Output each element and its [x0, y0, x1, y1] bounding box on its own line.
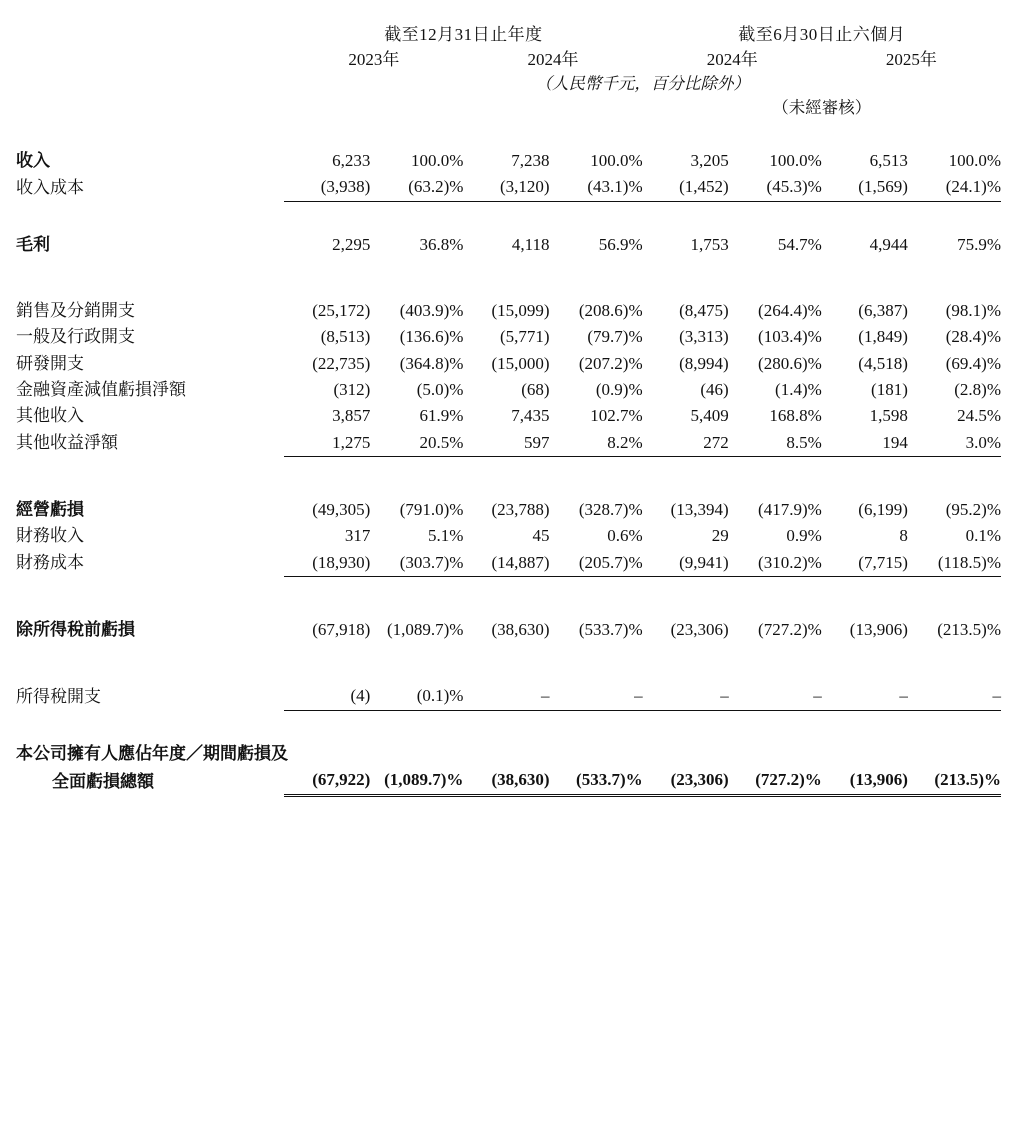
cell-value: (63.2)% — [370, 174, 463, 201]
spacer-row — [16, 577, 1001, 608]
row-label-line2: 全面虧損總額 — [52, 771, 154, 791]
cell-value: 7,238 — [511, 151, 550, 170]
cell-value: 4,944 — [869, 234, 908, 254]
cell-value: 20.5% — [370, 430, 463, 457]
cell-value: (22,735) — [312, 353, 371, 373]
cell-value: 597 — [463, 430, 549, 457]
table-row-finance-costs — [16, 550, 1001, 577]
cell-value: (4) — [284, 683, 370, 710]
header-spacer-4 — [16, 94, 284, 118]
cell-value: (205.7)% — [550, 550, 643, 577]
row-label: 銷售及分銷開支 — [16, 301, 135, 321]
cell-value: 0.1% — [965, 526, 1001, 546]
table-row-total-loss — [16, 767, 1001, 795]
cell-value: (8,994) — [679, 353, 729, 373]
cell-value: – — [643, 683, 729, 710]
header-group-row — [16, 20, 1001, 45]
cell-value: (46) — [700, 380, 729, 400]
cell-value: 317 — [344, 526, 371, 546]
row-label: 財務成本 — [16, 553, 84, 573]
cell-value: (45.3)% — [729, 174, 822, 201]
cell-value: 102.7% — [590, 406, 643, 426]
cell-value: (1,569) — [822, 174, 908, 201]
cell-value: (43.1)% — [550, 174, 643, 201]
table-row-income-tax — [16, 683, 1001, 710]
cell-value: 3.0% — [908, 430, 1001, 457]
header-year-2023: 2023年 — [348, 50, 400, 69]
cell-value: (208.6)% — [578, 301, 643, 321]
cell-value: 45 — [532, 526, 550, 546]
table-row-operating-loss — [16, 497, 1001, 523]
table-row-loss-before-tax — [16, 617, 1001, 643]
row-label: 其他收益淨額 — [16, 433, 118, 453]
cell-value: 3,205 — [690, 151, 729, 170]
table-row-total-loss-line1 — [16, 741, 1001, 767]
cell-value: – — [908, 683, 1001, 710]
table-row-finance-income — [16, 523, 1001, 549]
header-unit-note: （人民幣千元，百分比除外） — [535, 74, 750, 93]
cell-value: (69.4)% — [945, 353, 1001, 373]
cell-value: (38,630) — [491, 620, 550, 640]
cell-value: 5.1% — [428, 526, 464, 546]
cell-value: (8,475) — [679, 301, 729, 321]
row-label: 毛利 — [16, 234, 50, 254]
cell-value: 1,275 — [284, 430, 370, 457]
cell-value: (24.1)% — [908, 174, 1001, 201]
cell-value: (417.9)% — [758, 500, 822, 520]
row-label: 一般及行政開支 — [16, 327, 135, 347]
cell-value: (1.4)% — [775, 380, 822, 400]
cell-value: 61.9% — [419, 406, 464, 426]
row-label: 研發開支 — [16, 353, 84, 373]
header-group-interim: 截至6月30日止六個月 — [738, 25, 906, 44]
cell-value: (136.6)% — [399, 327, 464, 347]
spacer-row — [16, 487, 1001, 497]
cell-value: (13,394) — [670, 500, 729, 520]
cell-value: (23,306) — [643, 767, 729, 795]
table-row-revenue — [16, 148, 1001, 174]
cell-value: (791.0)% — [399, 500, 464, 520]
row-label-line1: 本公司擁有人應佔年度／期間虧損及 — [16, 743, 288, 763]
cell-value: 36.8% — [419, 234, 464, 254]
cell-value: 29 — [711, 526, 729, 546]
cell-value: 54.7% — [777, 234, 822, 254]
cell-value: (23,788) — [491, 500, 550, 520]
cell-value: 100.0% — [411, 151, 464, 170]
cell-value: (6,387) — [858, 301, 908, 321]
row-label: 收入成本 — [16, 177, 84, 197]
spacer-row — [16, 201, 1001, 232]
cell-value: (0.1)% — [370, 683, 463, 710]
cell-value: (118.5)% — [908, 550, 1001, 577]
cell-value: (6,199) — [858, 500, 908, 520]
cell-value: (9,941) — [643, 550, 729, 577]
cell-value: (1,452) — [643, 174, 729, 201]
row-label: 其他收入 — [16, 406, 84, 426]
financial-summary-table — [16, 20, 1001, 797]
spacer-row — [16, 643, 1001, 673]
header-group-annual: 截至12月31日止年度 — [384, 25, 543, 44]
cell-value: (15,099) — [491, 301, 550, 321]
cell-value: 272 — [643, 430, 729, 457]
cell-value: (727.2)% — [758, 620, 822, 640]
spacer-row — [16, 258, 1001, 288]
cell-value: 2,295 — [332, 234, 371, 254]
row-label: 所得稅開支 — [16, 686, 101, 706]
cell-value: 8.5% — [729, 430, 822, 457]
cell-value: (3,313) — [679, 327, 729, 347]
table-row-selling-expenses — [16, 298, 1001, 324]
cell-value: (533.7)% — [550, 767, 643, 795]
cell-value: (403.9)% — [399, 301, 464, 321]
table-row-admin-expenses — [16, 324, 1001, 350]
header-spacer — [16, 20, 284, 45]
cell-value: (79.7)% — [587, 327, 643, 347]
cell-value: (303.7)% — [370, 550, 463, 577]
row-blank — [284, 741, 1001, 767]
cell-value: (1,849) — [858, 327, 908, 347]
header-spacer-3 — [16, 70, 284, 94]
cell-value: (3,938) — [284, 174, 370, 201]
cell-value: (25,172) — [312, 301, 371, 321]
cell-value: (23,306) — [670, 620, 729, 640]
header-unaudited-note: （未經審核） — [772, 98, 872, 117]
table-row-other-gains — [16, 430, 1001, 457]
cell-value: 1,598 — [869, 406, 908, 426]
cell-value: (5.0)% — [416, 380, 464, 400]
cell-value: 8.2% — [550, 430, 643, 457]
cell-value: 0.9% — [786, 526, 822, 546]
header-blank — [284, 94, 642, 118]
cell-value: (727.2)% — [729, 767, 822, 795]
header-year-2025-interim: 2025年 — [885, 50, 937, 69]
cell-value: 6,513 — [869, 151, 908, 170]
cell-value: 0.6% — [607, 526, 643, 546]
cell-value: (49,305) — [312, 500, 371, 520]
header-unaudited-row — [16, 94, 1001, 118]
cell-value: (67,922) — [284, 767, 370, 795]
header-year-row — [16, 45, 1001, 70]
cell-value: (2.8)% — [954, 380, 1001, 400]
document-page — [0, 20, 1017, 1126]
cell-value: (103.4)% — [758, 327, 822, 347]
spacer-row — [16, 288, 1001, 298]
cell-value: (18,930) — [284, 550, 370, 577]
cell-value: (7,715) — [822, 550, 908, 577]
cell-value: (8,513) — [320, 327, 371, 347]
cell-value: – — [550, 683, 643, 710]
cell-value: 100.0% — [769, 151, 822, 170]
cell-value: (95.2)% — [945, 500, 1001, 520]
cell-value: (4,518) — [858, 353, 908, 373]
spacer-row — [16, 457, 1001, 488]
header-year-2024-interim: 2024年 — [706, 50, 758, 69]
cell-value: 56.9% — [598, 234, 643, 254]
cell-value: (310.2)% — [729, 550, 822, 577]
cell-value: (5,771) — [499, 327, 550, 347]
cell-value: – — [463, 683, 549, 710]
table-row-cost-of-revenue — [16, 174, 1001, 201]
cell-value: (312) — [333, 380, 371, 400]
cell-value: (280.6)% — [758, 353, 822, 373]
cell-value: (1,089.7)% — [386, 620, 464, 640]
spacer-row — [16, 607, 1001, 617]
cell-value: 3,857 — [332, 406, 371, 426]
cell-value: (213.5)% — [908, 767, 1001, 795]
cell-value: (533.7)% — [578, 620, 643, 640]
table-row-rnd-expenses — [16, 351, 1001, 377]
header-unit-row — [16, 70, 1001, 94]
cell-value: (67,918) — [312, 620, 371, 640]
table-row-other-income — [16, 403, 1001, 429]
cell-value: (28.4)% — [945, 327, 1001, 347]
cell-value: (15,000) — [491, 353, 550, 373]
row-label: 收入 — [16, 151, 50, 170]
cell-value: (181) — [871, 380, 908, 400]
cell-value: 1,753 — [690, 234, 729, 254]
cell-value: (98.1)% — [945, 301, 1001, 321]
cell-value: (13,906) — [822, 767, 908, 795]
cell-value: 168.8% — [769, 406, 822, 426]
cell-value: (3,120) — [463, 174, 549, 201]
header-spacer-2 — [16, 45, 284, 70]
row-label: 財務收入 — [16, 526, 84, 546]
cell-value: (38,630) — [463, 767, 549, 795]
cell-value: (213.5)% — [937, 620, 1001, 640]
cell-value: (1,089.7)% — [370, 767, 463, 795]
cell-value: 100.0% — [948, 151, 1001, 170]
row-label: 經營虧損 — [16, 500, 84, 520]
cell-value: (0.9)% — [595, 380, 643, 400]
header-year-2024-annual: 2024年 — [527, 50, 579, 69]
row-label: 金融資產減值虧損淨額 — [16, 380, 186, 400]
cell-value: (264.4)% — [758, 301, 822, 321]
cell-value: 5,409 — [690, 406, 729, 426]
cell-value: 6,233 — [332, 151, 371, 170]
table-row-gross-profit — [16, 232, 1001, 258]
cell-value: 75.9% — [957, 234, 1001, 254]
cell-value: 4,118 — [511, 234, 550, 254]
spacer-row — [16, 673, 1001, 683]
table-row-impairment-loss — [16, 377, 1001, 403]
cell-value: (364.8)% — [399, 353, 464, 373]
cell-value: 8 — [899, 526, 908, 546]
cell-value: (14,887) — [463, 550, 549, 577]
spacer-row — [16, 710, 1001, 741]
cell-value: – — [822, 683, 908, 710]
cell-value: 24.5% — [957, 406, 1001, 426]
row-label: 除所得稅前虧損 — [16, 620, 135, 640]
cell-value: (328.7)% — [578, 500, 643, 520]
cell-value: 100.0% — [590, 151, 643, 170]
cell-value: 7,435 — [511, 406, 550, 426]
cell-value: (207.2)% — [578, 353, 643, 373]
spacer-row — [16, 118, 1001, 148]
cell-value: (68) — [521, 380, 550, 400]
cell-value: 194 — [822, 430, 908, 457]
cell-value: (13,906) — [849, 620, 908, 640]
cell-value: – — [729, 683, 822, 710]
